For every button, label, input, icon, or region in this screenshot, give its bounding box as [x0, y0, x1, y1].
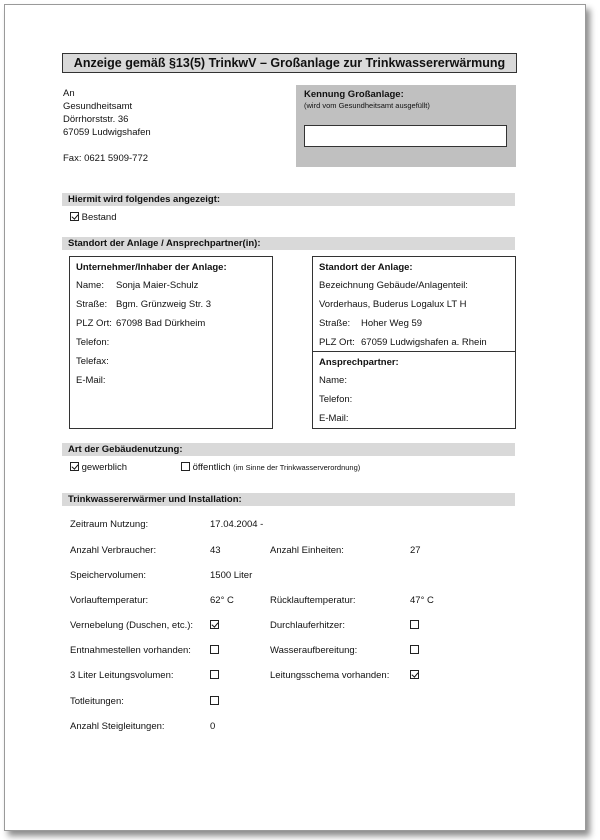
- section-nutzung-heading: Art der Gebäudenutzung:: [62, 443, 515, 456]
- unternehmer-plz-value[interactable]: 67098 Bad Dürkheim: [116, 318, 206, 329]
- ansprechpartner-email-label: E-Mail:: [319, 413, 349, 424]
- oeffentlich-checkbox[interactable]: [181, 462, 190, 471]
- recipient-address: [63, 87, 151, 165]
- unternehmer-strasse-label: Straße:: [76, 299, 108, 310]
- entnahme-box-icon: [210, 645, 219, 654]
- leitungsschema-label: Leitungsschema vorhanden:: [270, 670, 390, 681]
- oeffentlich-note: (im Sinne der Trinkwasserverordnung): [233, 463, 361, 472]
- zeitraum-value[interactable]: 17.04.2004 -: [210, 519, 264, 530]
- unternehmer-strasse-value[interactable]: Bgm. Grünzweig Str. 3: [116, 299, 212, 310]
- ruecklauf-label: Rücklauftemperatur:: [270, 595, 356, 606]
- bestand-label: Bestand: [81, 212, 117, 223]
- ansprechpartner-telefon-label: Telefon:: [319, 394, 353, 405]
- einheiten-label: Anzahl Einheiten:: [270, 545, 344, 556]
- gewerblich-option[interactable]: [70, 462, 127, 473]
- vernebelung-check-icon: [210, 620, 219, 629]
- einheiten-value[interactable]: 27: [410, 545, 421, 556]
- address-line: 67059 Ludwigshafen: [63, 127, 151, 138]
- leitungsschema-check-icon: [410, 670, 419, 679]
- kennung-panel: [296, 85, 516, 167]
- standort-plz-label: PLZ Ort:: [319, 337, 355, 348]
- vernebelung-checkbox[interactable]: [210, 620, 219, 631]
- vorlauf-value[interactable]: 62° C: [210, 595, 234, 606]
- leitungsschema-checkbox[interactable]: [410, 670, 419, 681]
- vorlauf-label: Vorlauftemperatur:: [70, 595, 149, 606]
- totleitungen-label: Totleitungen:: [70, 696, 124, 707]
- standort-strasse-label: Straße:: [319, 318, 351, 329]
- unternehmer-plz-label: PLZ Ort:: [76, 318, 112, 329]
- address-line: Dörrhorststr. 36: [63, 114, 129, 125]
- verbraucher-label: Anzahl Verbraucher:: [70, 545, 157, 556]
- dreiliter-label: 3 Liter Leitungsvolumen:: [70, 670, 174, 681]
- entnahme-checkbox[interactable]: [210, 645, 219, 656]
- totleitungen-box-icon: [210, 696, 219, 705]
- speicher-label: Speichervolumen:: [70, 570, 147, 581]
- standort-plz-value[interactable]: 67059 Ludwigshafen a. Rhein: [361, 337, 487, 348]
- bezeichnung-label: Bezeichnung Gebäude/Anlagenteil:: [319, 280, 468, 291]
- durchlauf-label: Durchlauferhitzer:: [270, 620, 345, 631]
- section-anzeige-heading: Hiermit wird folgendes angezeigt:: [62, 193, 515, 206]
- standort-strasse-value[interactable]: Hoher Weg 59: [361, 318, 423, 329]
- section-tww-heading: Trinkwassererwärmer und Installation:: [62, 493, 515, 506]
- vernebelung-label: Vernebelung (Duschen, etc.):: [70, 620, 194, 631]
- zeitraum-label: Zeitraum Nutzung:: [70, 519, 149, 530]
- kennung-field[interactable]: [304, 125, 507, 147]
- section-standort-heading: Standort der Anlage / Ansprechpartner(in):: [62, 237, 515, 250]
- gewerblich-checkbox[interactable]: [70, 462, 79, 471]
- kennung-title: Kennung Großanlage:: [304, 89, 404, 100]
- gewerblich-label: gewerblich: [81, 462, 128, 473]
- ruecklauf-value[interactable]: 47° C: [410, 595, 434, 606]
- unternehmer-telefax-label: Telefax:: [76, 356, 109, 367]
- wasseraufbereitung-label: Wasseraufbereitung:: [270, 645, 358, 656]
- verbraucher-value[interactable]: 43: [210, 545, 221, 556]
- standort-divider: [313, 351, 515, 352]
- bezeichnung-value[interactable]: Vorderhaus, Buderus Logalux LT H: [319, 299, 467, 310]
- steigleitungen-label: Anzahl Steigleitungen:: [70, 721, 165, 732]
- bestand-option[interactable]: [70, 212, 117, 223]
- bestand-checkbox[interactable]: [70, 212, 79, 221]
- unternehmer-title: Unternehmer/Inhaber der Anlage:: [76, 262, 227, 273]
- form-title: Anzeige gemäß §13(5) TrinkwV – Großanlage zur Trinkwassererwärmung: [62, 53, 517, 73]
- wasseraufbereitung-box-icon: [410, 645, 419, 654]
- address-line: Gesundheitsamt: [63, 101, 133, 112]
- unternehmer-email-label: E-Mail:: [76, 375, 106, 386]
- standort-title: Standort der Anlage:: [319, 262, 413, 273]
- durchlauf-checkbox[interactable]: [410, 620, 419, 631]
- entnahme-label: Entnahmestellen vorhanden:: [70, 645, 191, 656]
- unternehmer-telefon-label: Telefon:: [76, 337, 110, 348]
- unternehmer-name-label: Name:: [76, 280, 104, 291]
- oeffentlich-label: öffentlich: [192, 462, 231, 473]
- ansprechpartner-name-label: Name:: [319, 375, 347, 386]
- durchlauf-box-icon: [410, 620, 419, 629]
- speicher-value[interactable]: 1500 Liter: [210, 570, 253, 581]
- address-line: An: [63, 88, 75, 99]
- address-fax: Fax: 0621 5909-772: [63, 153, 149, 164]
- ansprechpartner-title: Ansprechpartner:: [319, 357, 399, 368]
- steigleitungen-value[interactable]: 0: [210, 721, 216, 732]
- oeffentlich-option[interactable]: [181, 462, 360, 473]
- dreiliter-checkbox[interactable]: [210, 670, 219, 681]
- totleitungen-checkbox[interactable]: [210, 696, 219, 707]
- kennung-subtitle: (wird vom Gesundheitsamt ausgefüllt): [304, 101, 430, 110]
- wasseraufbereitung-checkbox[interactable]: [410, 645, 419, 656]
- unternehmer-name-value[interactable]: Sonja Maier-Schulz: [116, 280, 199, 291]
- dreiliter-box-icon: [210, 670, 219, 679]
